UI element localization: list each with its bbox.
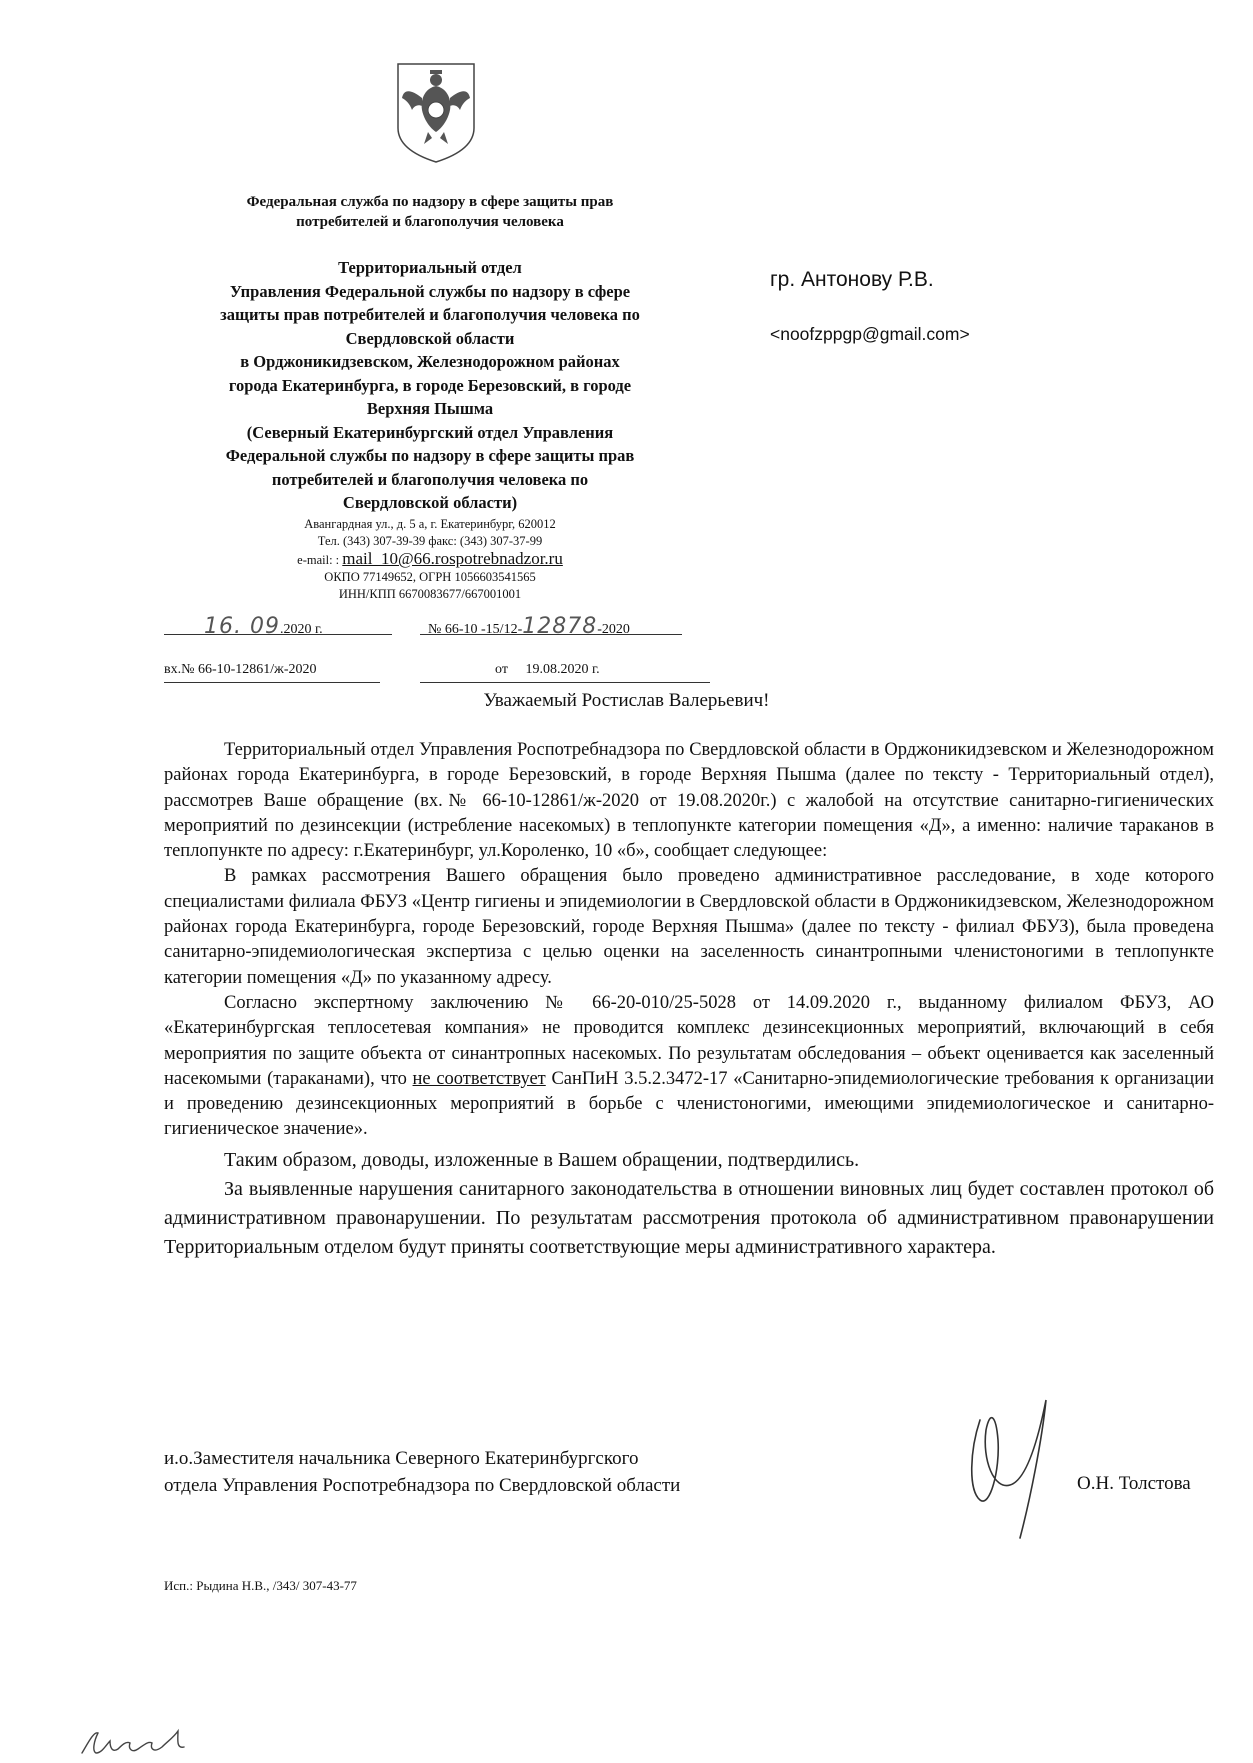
salutation: Уважаемый Ростислав Валерьевич! [483, 690, 770, 711]
department-name [150, 256, 710, 515]
address: Авангардная ул., д. 5 а, г. Екатеринбург, 620012 [304, 517, 556, 531]
incoming-date-value: 19.08.2020 г. [525, 662, 600, 677]
department-line: Свердловской области [345, 328, 515, 348]
agency-name-line: потребителей и благополучия человека [296, 214, 564, 230]
paragraph: Таким образом, доводы, изложенные в Вашем обращении, подтвердились. [224, 1148, 860, 1171]
email-label: e-mail: : [297, 553, 340, 567]
department-line: (Северный Екатеринбургский отдел Управления [246, 422, 614, 442]
incoming-number [164, 662, 380, 683]
inn-kpp: ИНН/КПП 6670083677/667001001 [338, 587, 522, 601]
paragraph-text: СанПиН 3.5.2.3472-17 «Санитарно-эпидемиологические требования к организации и проведению дезинсекционных мероприятий в борьбе с членистоногими, имеющими эпидемиологическое и санитарно-гигиеническое значение». [164, 1068, 1214, 1140]
department-line: защиты прав потребителей и благополучия человека по [220, 305, 640, 324]
contact-details [150, 516, 710, 603]
coat-of-arms-emblem-icon [376, 58, 496, 166]
letter-body [164, 738, 1214, 1262]
department-line: Верхняя Пышма [366, 399, 494, 418]
incoming-date-label: от [495, 662, 508, 677]
phone-fax: Тел. (343) 307-39-39 факс: (343) 307-37-99 [317, 534, 543, 548]
agency-name [150, 192, 710, 232]
okpo-ogrn: ОКПО 77149652, ОГРН 1056603541565 [324, 570, 536, 584]
department-line: Свердловской области) [342, 493, 518, 512]
department-line: Управления Федеральной службы по надзору в сфере [229, 281, 631, 301]
paragraph-text: Согласно экспертному заключению № 66-20-010/25-5028 от 14.09.2020 г., выданному филиалом ФБУЗ, АО «Екатеринбургская теплосетевая компания» не проводится комплекс дезинсекционных мероприятий, включающий в себя мероприятия по защите объекта от синантропных насекомых. По результатам обследования – объект оценивается как заселенный насекомыми (тараканами), что [164, 992, 1214, 1089]
department-line: города Екатеринбурга, в городе Березовский, в городе [228, 375, 632, 395]
executor-info: Исп.: Рыдина Н.В., /343/ 307-43-77 [164, 1578, 357, 1593]
paragraph: Территориальный отдел Управления Роспотребнадзора по Свердловской области в Орджоникидзевском и Железнодорожном районах города Екатеринбурга, в городе Березовский, в городе Верхняя Пышма (далее по тексту - Территориальный отдел), рассмотрев Ваше обращение (вх.№ 66-10-12861/ж-2020 от 19.08.2020г.) с жалобой на отсутствие санитарно-гигиенических мероприятий по дезинсекции (истребление насекомых) в теплопункте категории помещения «Д», а именно: наличие тараканов в теплопункте по адресу: г.Екатеринбург, ул.Короленко, 10 «б», сообщает следующее: [164, 740, 1214, 862]
handwritten-date: 16. 09 [204, 614, 280, 639]
handwritten-initials-icon [74, 1723, 204, 1759]
recipient-email: <noofzppgp@gmail.com> [770, 324, 970, 344]
signatory-title-line: и.о.Заместителя начальника Северного Екатеринбургского [164, 1448, 639, 1469]
date-year: .2020 г. [279, 622, 323, 637]
handwritten-signature-icon [950, 1390, 1060, 1540]
outgoing-number [420, 614, 682, 639]
department-line: в Орджоникидзевском, Железнодорожном районах [240, 352, 620, 371]
department-line: Территориальный отдел [338, 258, 522, 277]
paragraph [164, 991, 1214, 1143]
paragraph: За выявленные нарушения санитарного законодательства в отношении виновных лиц будет составлен протокол об административном правонарушении. По результатам рассмотрения протокола об административном правонарушении Территориальным отделом будут приняты соответствующие меры административного характера. [164, 1177, 1214, 1258]
signatory-title-line: отдела Управления Роспотребнадзора по Свердловской области [164, 1475, 681, 1496]
paragraph: В рамках рассмотрения Вашего обращения было проведено административное расследование, в ходе которого специалистами филиала ФБУЗ «Центр гигиены и эпидемиологии в Свердловской области в Орджоникидзевском, Железнодорожном районах города Екатеринбурга, городе Березовский, городе Верхняя Пышма» (далее по тексту - филиал ФБУЗ), была проведена санитарно-эпидемиологическая экспертиза с целью оценки на заселенность синантропными членистоногими в теплопункте категории помещения «Д» по указанному адресу. [164, 866, 1214, 988]
incoming-date [420, 662, 710, 683]
number-prefix: № 66-10 -15/12- [428, 622, 523, 637]
outgoing-date [164, 614, 392, 639]
recipient-name: гр. Антонову Р.В. [770, 268, 934, 291]
email-row [150, 550, 710, 569]
handwritten-number: 12878 [522, 614, 598, 639]
number-suffix: -2020 [597, 622, 630, 637]
agency-email-link[interactable]: mail_10@66.rospotrebnadzor.ru [342, 549, 563, 568]
signatory-title [164, 1445, 680, 1499]
signatory-name: О.Н. Толстова [1077, 1473, 1191, 1494]
agency-name-line: Федеральная служба по надзору в сфере защиты прав [246, 194, 614, 210]
department-line: потребителей и благополучия человека по [271, 469, 589, 489]
department-line: Федеральной службы по надзору в сфере защиты прав [225, 446, 635, 465]
incoming-number-text: вх.№ 66-10-12861/ж-2020 [164, 662, 317, 677]
underlined-text: не соответствует [412, 1068, 546, 1089]
